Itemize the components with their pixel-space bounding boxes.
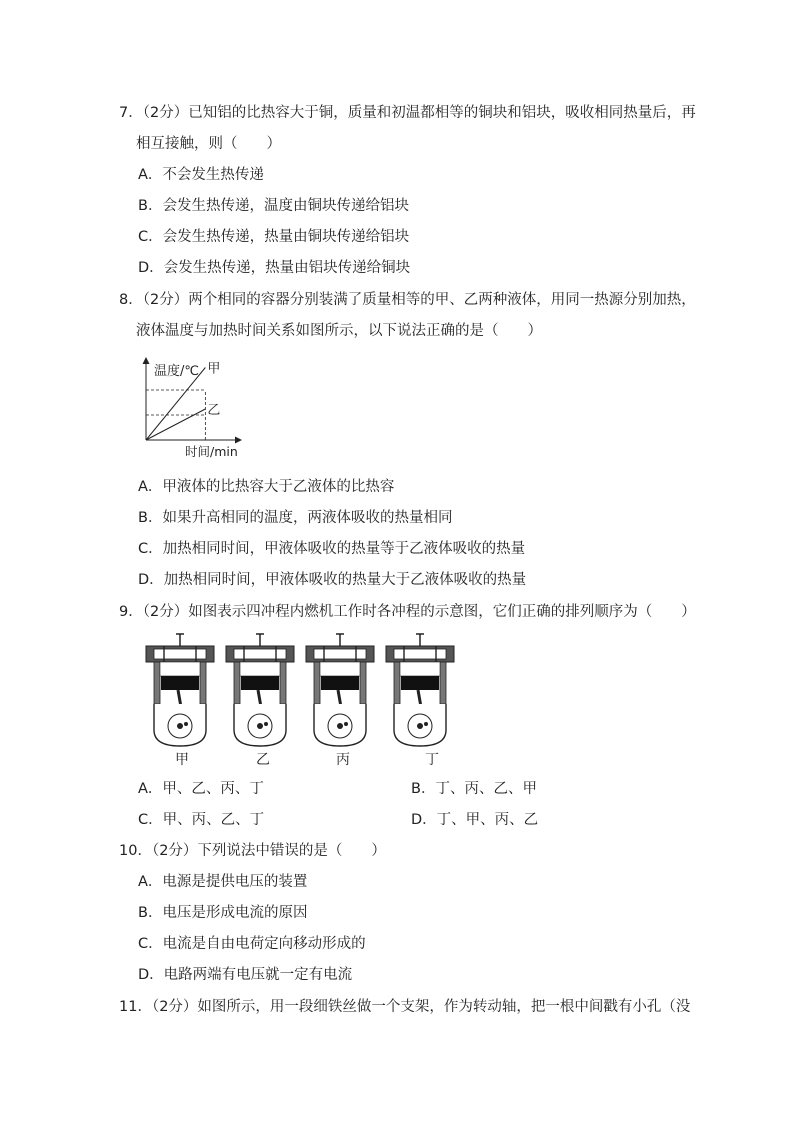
- q9-option-c: C．甲、丙、乙、丁: [138, 812, 265, 828]
- q7-option-b: B．会发生热传递，温度由铜块传递给铝块: [138, 198, 409, 214]
- q8-option-b: B．如果升高相同的温度，两液体吸收的热量相同: [138, 510, 453, 526]
- q11-stem: 11．（2分）如图所示，用一段细铁丝做一个支架，作为转动轴，把一根中间戳有小孔（没: [119, 999, 691, 1015]
- q10-option-a: A．电源是提供电压的装置: [138, 874, 308, 890]
- engine-strokes-figure: [140, 632, 470, 750]
- q7-option-a: A．不会发生热传递: [138, 167, 264, 183]
- q10-stem: 10．（2分）下列说法中错误的是（ ）: [119, 843, 386, 859]
- q8-option-a: A．甲液体的比热容大于乙液体的比热容: [138, 479, 395, 495]
- engine-label-jia: 甲: [175, 752, 189, 768]
- q7-stem-line1: 7．（2分）已知铝的比热容大于铜，质量和初温都相等的铜块和铝块，吸收相同热量后，再: [119, 105, 696, 121]
- q8-option-c: C．加热相同时间，甲液体吸收的热量等于乙液体吸收的热量: [138, 541, 526, 557]
- engine-label-ding: 丁: [425, 752, 439, 768]
- engine-label-yi: 乙: [256, 752, 270, 768]
- q7-option-c: C．会发生热传递，热量由铜块传递给铝块: [138, 229, 410, 245]
- temperature-time-chart: [135, 352, 265, 462]
- q8-option-d: D．加热相同时间，甲液体吸收的热量大于乙液体吸收的热量: [138, 572, 527, 588]
- engine-bing: [306, 634, 374, 746]
- q8-stem-line2: 液体温度与加热时间关系如图所示，以下说法正确的是（ ）: [136, 323, 542, 339]
- chart-series-label-1: 乙: [207, 403, 221, 418]
- chart-series-line-1: [146, 409, 205, 440]
- chart-series-label-0: 甲: [207, 361, 221, 377]
- chart-x-label: 时间/min: [185, 444, 238, 459]
- q8-stem-line1: 8．（2分）两个相同的容器分别装满了质量相等的甲、乙两种液体，用同一热源分别加热，: [119, 292, 696, 308]
- engine-ding: [386, 634, 454, 746]
- engine-jia: [146, 634, 214, 746]
- q10-option-c: C．电流是自由电荷定向移动形成的: [138, 936, 366, 952]
- engine-yi: [226, 634, 294, 746]
- q9-option-a: A．甲、乙、丙、丁: [138, 781, 264, 797]
- q9-option-d: D．丁、甲、丙、乙: [411, 812, 539, 828]
- chart-y-label: 温度/℃: [154, 364, 199, 379]
- q7-stem-line2: 相互接触，则（ ）: [136, 136, 281, 152]
- engine-label-bing: 丙: [336, 752, 350, 768]
- q10-option-d: D．电路两端有电压就一定有电流: [138, 967, 353, 983]
- q9-option-b: B．丁、丙、乙、甲: [411, 781, 537, 797]
- q9-stem: 9．（2分）如图表示四冲程内燃机工作时各冲程的示意图，它们正确的排列顺序为（ ）: [119, 604, 696, 620]
- q7-option-d: D．会发生热传递，热量由铝块传递给铜块: [138, 260, 411, 276]
- q10-option-b: B．电压是形成电流的原因: [138, 905, 308, 921]
